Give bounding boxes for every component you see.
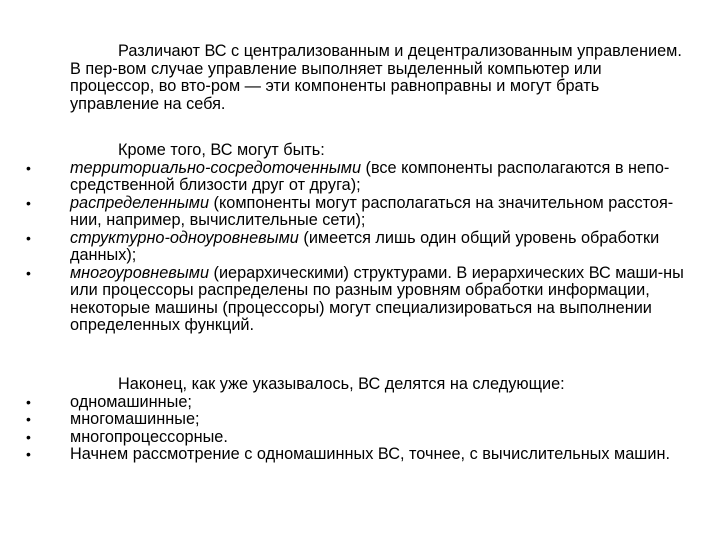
bullet-icon: • bbox=[26, 446, 31, 462]
list-item-text: одномашинные; bbox=[70, 392, 192, 411]
term-description: (все компоненты располагаются в непо-средственной близости друг от друга); bbox=[70, 158, 670, 194]
term: многоуровневыми bbox=[70, 263, 209, 282]
types-intro: Кроме того, ВС могут быть: bbox=[118, 141, 325, 159]
paragraph-centralization: Различают ВС с централизованным и децентрализованным управлением. В пер-вом случае управление выполняет выделенный компьютер или процессор, во вто-ром — эти компоненты равноправны и могут брать управление на себя. bbox=[70, 42, 682, 113]
term-description: (компоненты могут располагаться на значительном расстоя-нии, например, вычислительные сети); bbox=[70, 193, 674, 229]
list-item-text: многомашинные; bbox=[70, 410, 200, 428]
list-item bbox=[26, 445, 685, 464]
section-types bbox=[26, 141, 685, 335]
term-description: (имеется лишь один общий уровень обработки данных); bbox=[70, 228, 660, 264]
list-item-text: многопроцессорные. bbox=[70, 427, 228, 446]
types-list bbox=[26, 158, 685, 335]
list-item bbox=[26, 392, 685, 412]
list-item bbox=[26, 263, 685, 335]
bullet-icon: • bbox=[26, 229, 31, 246]
classes-intro: Наконец, как уже указывалось, ВС делятся на следующие: bbox=[118, 375, 565, 393]
bullet-icon: • bbox=[26, 428, 31, 445]
term: структурно-одноуровневыми bbox=[70, 228, 299, 247]
list-item bbox=[26, 228, 685, 265]
bullet-icon: • bbox=[26, 393, 31, 410]
term-description: (иерархическими) структурами. В иерархических ВС маши-ны или процессоры распределены по разным уровням обработки информации, некоторые машины (процессоры) могут специализироваться на выполнении определенных функций. bbox=[70, 263, 684, 334]
list-item-text: Начнем рассмотрение с одномашинных ВС, точнее, с вычислительных машин. bbox=[70, 445, 670, 463]
bullet-icon: • bbox=[26, 159, 31, 176]
bullet-icon: • bbox=[26, 194, 31, 211]
term: распределенными bbox=[70, 193, 210, 212]
term: территориально-сосредоточенными bbox=[70, 158, 361, 177]
list-item bbox=[26, 410, 685, 429]
classes-list bbox=[26, 392, 685, 464]
list-item bbox=[26, 158, 685, 195]
list-item bbox=[26, 427, 685, 447]
bullet-icon: • bbox=[26, 411, 31, 427]
bullet-icon: • bbox=[26, 264, 31, 281]
list-item bbox=[26, 193, 685, 230]
section-classes bbox=[26, 375, 685, 464]
